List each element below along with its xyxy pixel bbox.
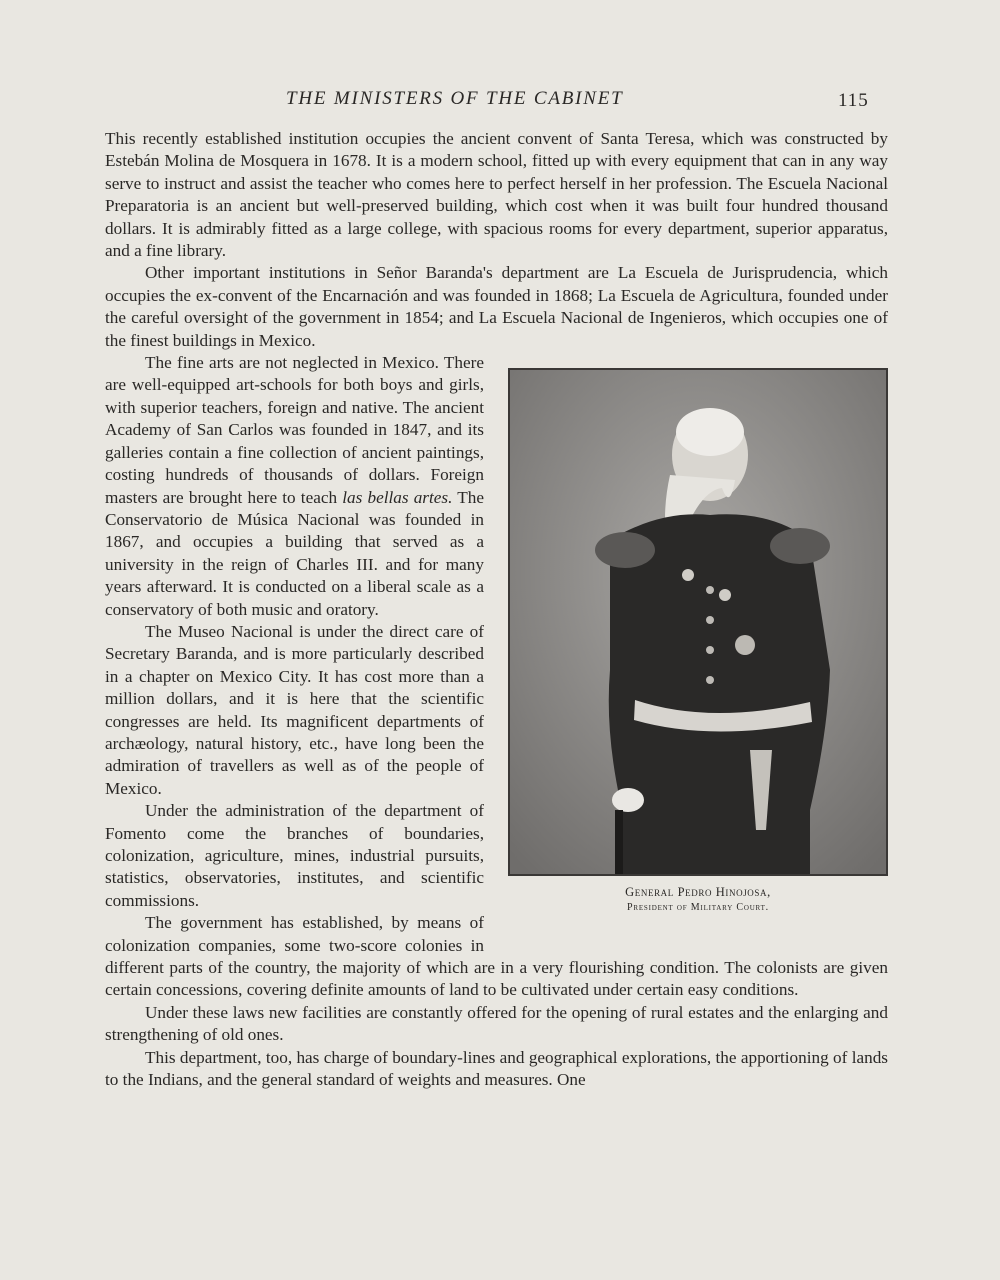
portrait-image (510, 370, 886, 874)
fine-arts-italic: las bellas artes. (342, 487, 453, 507)
paragraph-santa-teresa: This recently established institution occupies the ancient convent of Santa Teresa, which was constructed by Estebán Molina de Mosquera in 1678. It is a modern school, fitted up with every equipment that can in any way serve to instruct and assist the teacher who comes here to perfect herself in her profession. The Escuela Nacional Preparatoria is an ancient but well-preserved building, which cost when it was built four hundred thousand dollars. It is admirably fitted as a large college, with spacious rooms for every department, superior apparatus, and a fine library. (105, 129, 888, 261)
paragraph-colonization: The government has established, by means of colonization companies, some two-score colonies in different parts of the country, the majority of which are in a very flourishing condition. The colonists are given certain concessions, covering definite amounts of land to be cultivated under certain easy conditions. (105, 913, 888, 1000)
figure-caption (508, 884, 888, 916)
caption-title: President of Military Court. (627, 902, 769, 914)
portrait-photo (508, 368, 888, 876)
caption-name: General Pedro Hinojosa, (625, 885, 771, 900)
fine-arts-text-b: The Conservatorio de Música Nacional was founded in 1867, and occupies a building that served as a university in the reign of Charles III. and for many years afterward. It is conducted on a liberal scale as a conservatory of both music and oratory. (105, 487, 484, 619)
portrait-figure (508, 368, 888, 940)
running-title: THE MINISTERS OF THE CABINET (286, 88, 624, 109)
paragraph-new-facilities: Under these laws new facilities are constantly offered for the opening of rural estates and the enlarging and strengthening of old ones. (105, 1002, 888, 1045)
paragraph-institutions: Other important institutions in Señor Baranda's department are La Escuela de Jurisprudencia, which occupies the ex-convent of the Encarnación and was founded in 1868; La Escuela de Agricultura, founded under the careful oversight of the government in 1854; and La Escuela Nacional de Ingenieros, which occupies one of the finest buildings in Mexico. (105, 263, 888, 350)
paragraph-museo: The Museo Nacional is under the direct care of Secretary Baranda, and is more particularly described in a chapter on Mexico City. It has cost more than a million dollars, and it is here that the scientific congresses are held. Its magnificent departments of archæology, natural history, etc., have long been the admiration of travellers as well as of the people of Mexico. (105, 621, 484, 798)
body-text (105, 128, 888, 1091)
fine-arts-text-a: The fine arts are not neglected in Mexico. There are well-equipped art-schools for both boys and girls, with superior teachers, foreign and native. The ancient Academy of San Carlos was founded in 1847, and its galleries contain a fine collection of ancient paintings, costing hundreds of thousands of dollars. Foreign masters are brought here to teach (105, 353, 484, 507)
paragraph-boundaries: This department, too, has charge of boundary-lines and geographical explorations, the apportioning of lands to the Indians, and the general standard of weights and measures. One (105, 1047, 888, 1090)
paragraph-fomento: Under the administration of the department of Fomento come the branches of boundaries, colonization, agriculture, mines, industrial pursuits, statistics, observatories, institutes, and scientific commissions. (105, 801, 484, 910)
running-head (0, 88, 1000, 114)
page-number: 115 (838, 90, 869, 111)
